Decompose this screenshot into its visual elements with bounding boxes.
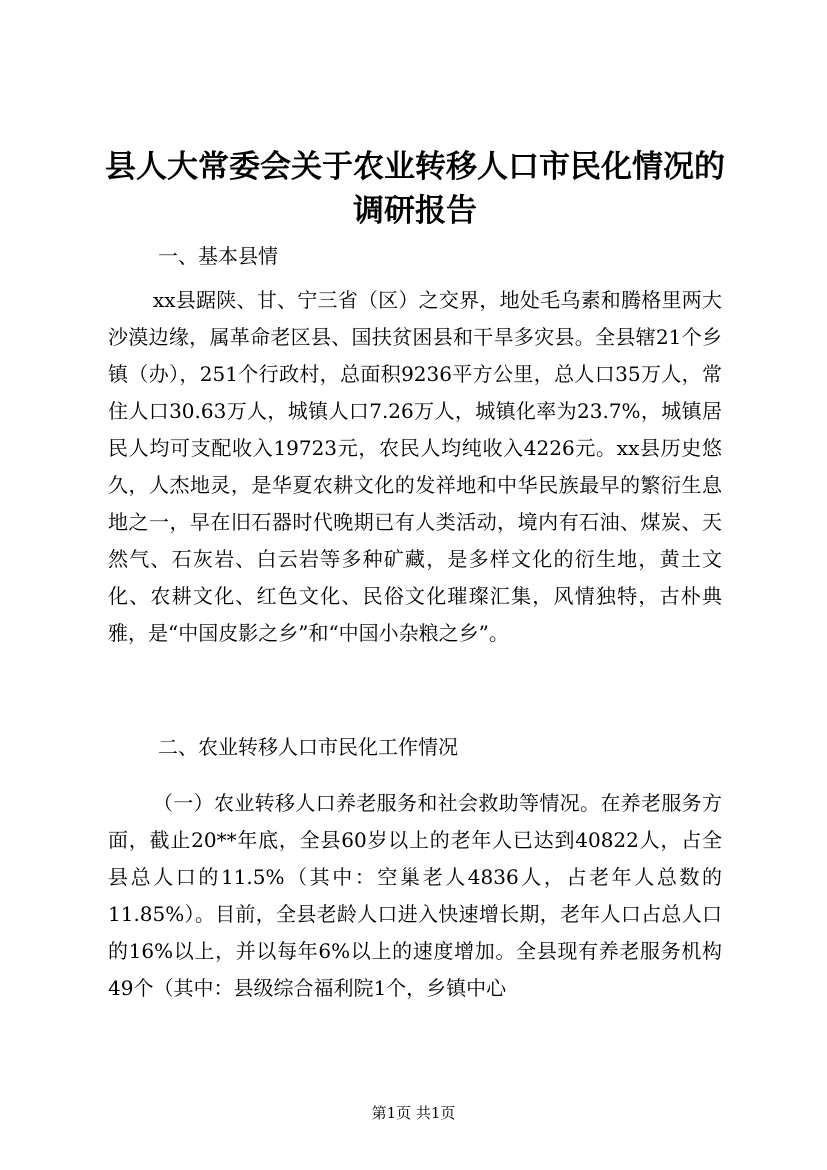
- paragraph-elderly-services: （一）农业转移人口养老服务和社会救助等情况。在养老服务方面，截止20**年底，全县60岁以上的老年人已达到40822人，占全县总人口的11.5%（其中：空巢老人4836人，占老年人总数的11.85%）。目前，全县老龄人口进入快速增长期，老年人口占总人口的16%以上，并以每年6%以上的速度增加。全县现有养老服务机构49个（其中：县级综合福利院1个，乡镇中心: [108, 791, 722, 1000]
- section-heading-basic-info: 一、基本县情: [158, 244, 278, 268]
- page-number-footer: 第1页 共1页: [371, 1104, 456, 1122]
- section-heading-urbanization-work: 二、农业转移人口市民化工作情况: [158, 735, 458, 759]
- document-title: 县人大常委会关于农业转移人口市民化情况的调研报告: [105, 149, 725, 229]
- paragraph-basic-info: xx县踞陕、甘、宁三省（区）之交界，地处毛乌素和腾格里两大沙漠边缘，属革命老区县、国扶贫困县和干旱多灾县。全县辖21个乡镇（办），251个行政村，总面积9236平方公里，总人口35万人，常住人口30.63万人，城镇人口7.26万人，城镇化率为23.7%，城镇居民人均可支配收入19723元，农民人均纯收入4226元。xx县历史悠久，人杰地灵，是华夏农耕文化的发祥地和中华民族最早的繁衍生息地之一，早在旧石器时代晚期已有人类活动，境内有石油、煤炭、天然气、石灰岩、白云岩等多种矿藏，是多样文化的衍生地，黄土文化、农耕文化、红色文化、民俗文化璀璨汇集，风情独特，古朴典雅，是“中国皮影之乡”和“中国小杂粮之乡”。: [108, 288, 722, 645]
